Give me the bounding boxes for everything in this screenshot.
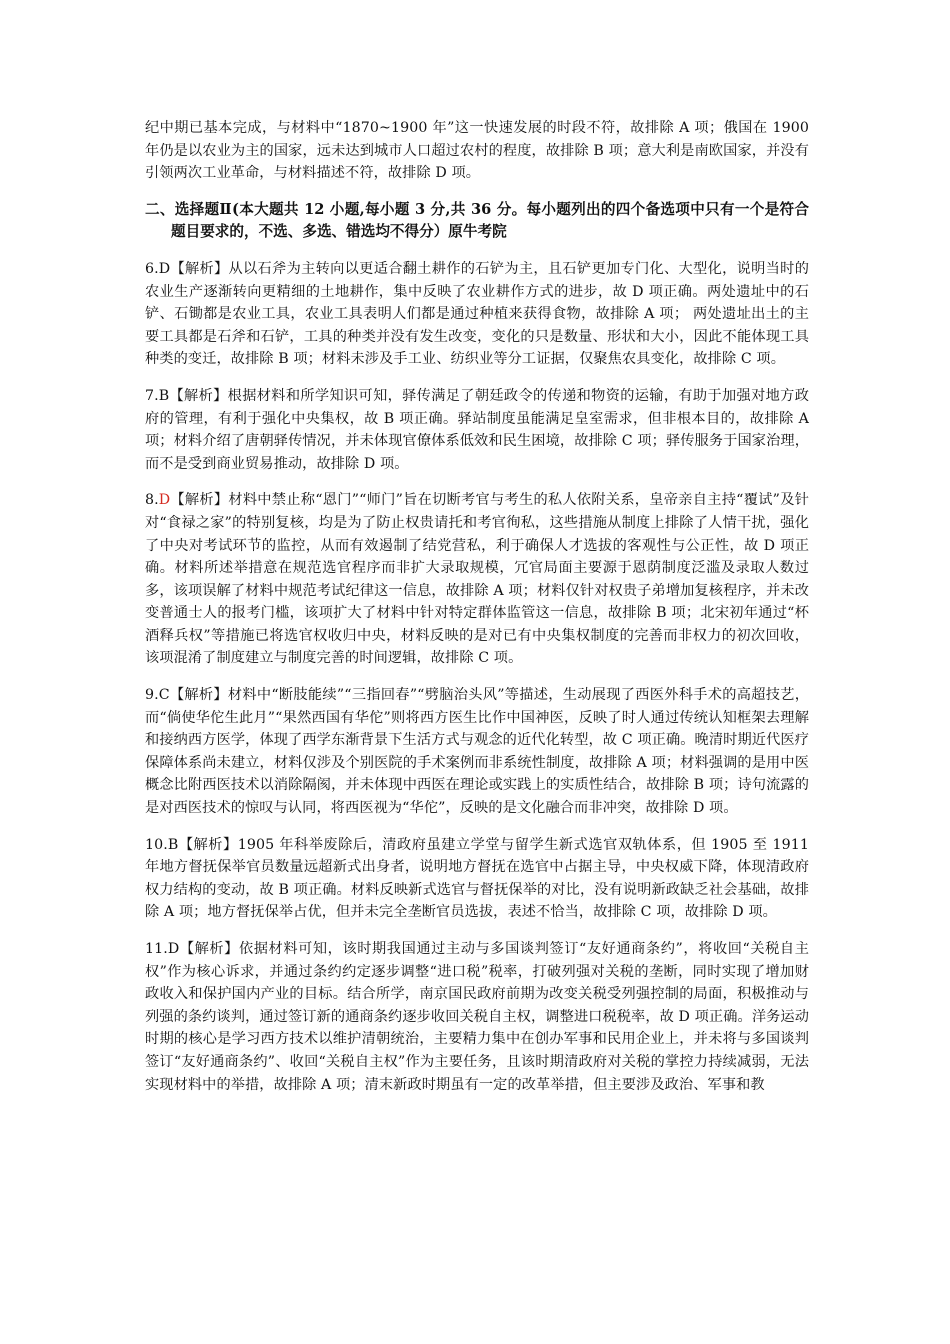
document-page [145,117,809,1096]
intro-paragraph: 纪中期已基本完成，与材料中“1870~1900 年”这一快速发展的时段不符，故排除 A 项；俄国在 1900 年仍是以农业为主的国家，远未达到城市人口超过农村的程度，故排除 B 项；意大利是南欧国家，并没有引领两次工业革命，与材料描述不符，故排除 D 项。 [145,120,809,182]
answer-q9: 9.C【解析】材料中“断肢能续”“三指回春”“劈脑治头风”等描述，生动展现了西医外科手术的高超技艺，而“倘使华佗生此月”“果然西国有华佗”则将西方医生比作中国神医，反映了时人通过传统认知框架去理解和接纳西方医学，体现了西学东渐背景下生活方式与观念的近代化转型，故 C 项正确。晚清时期近代医疗保障体系尚未建立，材料仅涉及个别医院的手术案例而非系统性制度，故排除 A 项；材料强调的是用中医概念比附西医技术以消除隔阂，并未体现中西医在理论或实践上的实质性结合，故排除 B 项；诗句流露的是对西医技术的惊叹与认同，将西医视为“华佗”，反映的是文化融合而非冲突，故排除 D 项。 [145,687,809,817]
answer-q8 [145,489,809,670]
answer-q11: 11.D【解析】依据材料可知，该时期我国通过主动与多国谈判签订“友好通商条约”，将收回“关税自主权”作为核心诉求，并通过条约约定逐步调整“进口税”税率，打破列强对关税的垄断，同时实现了增加财政收入和保护国内产业的目标。结合所学，南京国民政府前期为改变关税受列强控制的局面，积极推动与列强的条约谈判，通过签订新的通商条约逐步收回关税自主权，调整进口税税率，故 D 项正确。洋务运动时期的核心是学习西方技术以维护清朝统治，主要精力集中在创办军事和民用企业上，并未将与多国谈判签订“友好通商条约”、收回“关税自主权”作为主要任务，且该时期清政府对关税的掌控力持续减弱，无法实现材料中的举措，故排除 A 项；清末新政时期虽有一定的改革举措，但主要涉及政治、军事和教 [145,941,809,1093]
spacer [145,244,809,258]
spacer [145,475,809,489]
answer-q8-choice: D [158,492,171,509]
spacer [145,670,809,684]
answer-q10: 10.B【解析】1905 年科举废除后，清政府虽建立学堂与留学生新式选官双轨体系，但 1905 至 1911 年地方督抚保举官员数量远超新式出身者，说明地方督抚在选官中占据主导，中央权威下降，体现清政府权力结构的变动，故 B 项正确。材料反映新式选官与督抚保举的对比，没有说明新政缺乏社会基础，故排除 A 项；地方督抚保举占优，但并未完全垄断官员选拔，表述不恰当，故排除 C 项，故排除 D 项。 [145,836,809,921]
spacer [145,185,809,199]
spacer [145,820,809,834]
answer-q6: 6.D【解析】从以石斧为主转向以更适合翻土耕作的石铲为主，且石铲更加专门化、大型化，说明当时的农业生产逐渐转向更精细的土地耕作，集中反映了农业耕作方式的进步，故 D 项正确。两处遗址中的石铲、石锄都是农业工具，农业工具表明人们都是通过种植来获得食物，故排除 A 项； 两处遗址出土的主要工具都是石斧和石铲，工具的种类并没有发生改变，变化的只是数量、形状和大小，因此不能体现工具种类的变迁，故排除 B 项；材料未涉及手工业、纺织业等分工证据，仅聚焦农具变化，故排除 C 项。 [145,260,809,368]
section-heading: 二、选择题Ⅱ(本大题共 12 小题,每小题 3 分,共 36 分。每小题列出的四个备选项中只有一个是符合题目要求的，不选、多选、错选均不得分）原牛考院 [145,200,809,241]
spacer [145,924,809,938]
spacer [145,371,809,385]
answer-q8-body: 【解析】材料中禁止称“恩门”“师门”旨在切断考官与考生的私人依附关系，皇帝亲自主持“覆试”及针对“食禄之家”的特别复核，均是为了防止权贵请托和考官徇私，这些措施从制度上排除了人情干扰，强化了中央对考试环节的监控，从而有效遏制了结党营私，利于确保人才选拔的客观性与公正性，故 D 项正确。材料所述举措意在规范选官程序而非扩大录取规模，冗官局面主要源于恩荫制度泛滥及录取人数过多，该项误解了材料中规范考试纪律这一信息，故排除 A 项；材料仅针对权贵子弟增加复核程序，并未改变普通士人的报考门槛，该项扩大了材料中针对特定群体监管这一信息，故排除 B 项；北宋初年通过“杯酒释兵权”等措施已将选官权收归中央，材料反映的是对已有中央集权制度的完善而非权力的初次回收，该项混淆了制度建立与制度完善的时间逻辑，故排除 C 项。 [145,492,809,667]
answer-q7: 7.B【解析】根据材料和所学知识可知，驿传满足了朝廷政令的传递和物资的运输，有助于加强对地方政府的管理，有利于强化中央集权，故 B 项正确。驿站制度虽能满足皇室需求，但非根本目的，故排除 A 项；材料介绍了唐朝驿传情况，并未体现官僚体系低效和民生困境，故排除 C 项；驿传服务于国家治理，而不是受到商业贸易推动，故排除 D 项。 [145,387,809,472]
answer-q8-number: 8. [145,492,159,509]
